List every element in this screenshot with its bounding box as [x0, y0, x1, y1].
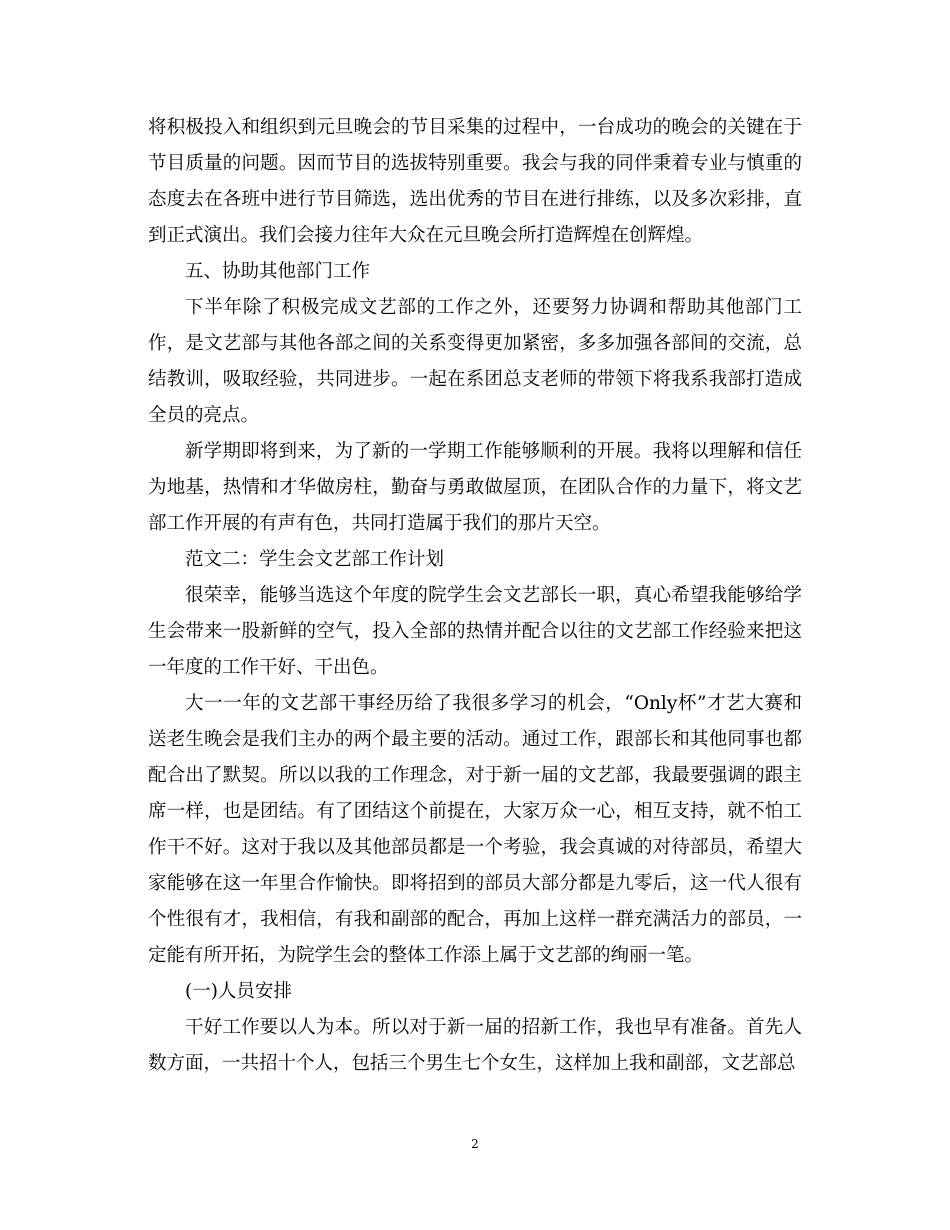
page-number: 2 — [471, 1137, 479, 1151]
paragraph: 很荣幸，能够当选这个年度的院学生会文艺部长一职，真心希望我能够给学生会带来一股新鲜的空气，投入全部的热情并配合以往的文艺部工作经验来把这一年度的工作干好、干出色。 — [148, 585, 802, 678]
section-heading-five: 五、协助其他部门工作 — [185, 261, 371, 282]
paragraph: 新学期即将到来，为了新的一学期工作能够顺利的开展。我将以理解和信任为地基，热情和才华做房柱，勤奋与勇敢做屋顶，在团队合作的力量下，将文艺部工作开展的有声有色，共同打造属于我们的那片天空。 — [148, 441, 802, 534]
paragraph: 干好工作要以人为本。所以对于新一届的招新工作，我也早有准备。首先人数方面，一共招十个人，包括三个男生七个女生，这样加上我和副部，文艺部总 — [148, 1017, 802, 1074]
paragraph-continued: 将积极投入和组织到元旦晚会的节目采集的过程中，一台成功的晚会的关键在于节目质量的问题。因而节目的选拔特别重要。我会与我的同伴秉着专业与慎重的态度去在各班中进行节目筛选，选出优秀的节目在进行排练，以及多次彩排，直到正式演出。我们会接力往年大众在元旦晚会所打造辉煌在创辉煌。 — [148, 117, 802, 246]
sample-two-title: 范文二：学生会文艺部工作计划 — [185, 549, 445, 570]
paragraph: 大一一年的文艺部干事经历给了我很多学习的机会，“Only杯”才艺大赛和送老生晚会是我们主办的两个最主要的活动。通过工作，跟部长和其他同事也都配合出了默契。所以以我的工作理念，对于新一届的文艺部，我最要强调的跟主席一样，也是团结。有了团结这个前提在，大家万众一心，相互支持，就不怕工作干不好。这对于我以及其他部员都是一个考验，我会真诚的对待部员，希望大家能够在这一年里合作愉快。即将招到的部员大部分都是九零后，这一代人很有个性很有才，我相信，有我和副部的配合，再加上这样一群充满活力的部员，一定能有所开拓，为院学生会的整体工作添上属于文艺部的绚丽一笔。 — [148, 693, 802, 966]
subsection-heading-personnel: (一)人员安排 — [185, 981, 292, 1002]
document-body — [148, 110, 802, 1082]
paragraph: 下半年除了积极完成文艺部的工作之外，还要努力协调和帮助其他部门工作，是文艺部与其他各部之间的关系变得更加紧密，多多加强各部间的交流，总结教训，吸取经验，共同进步。一起在系团总支老师的带领下将我系我部打造成全员的亮点。 — [148, 297, 802, 426]
